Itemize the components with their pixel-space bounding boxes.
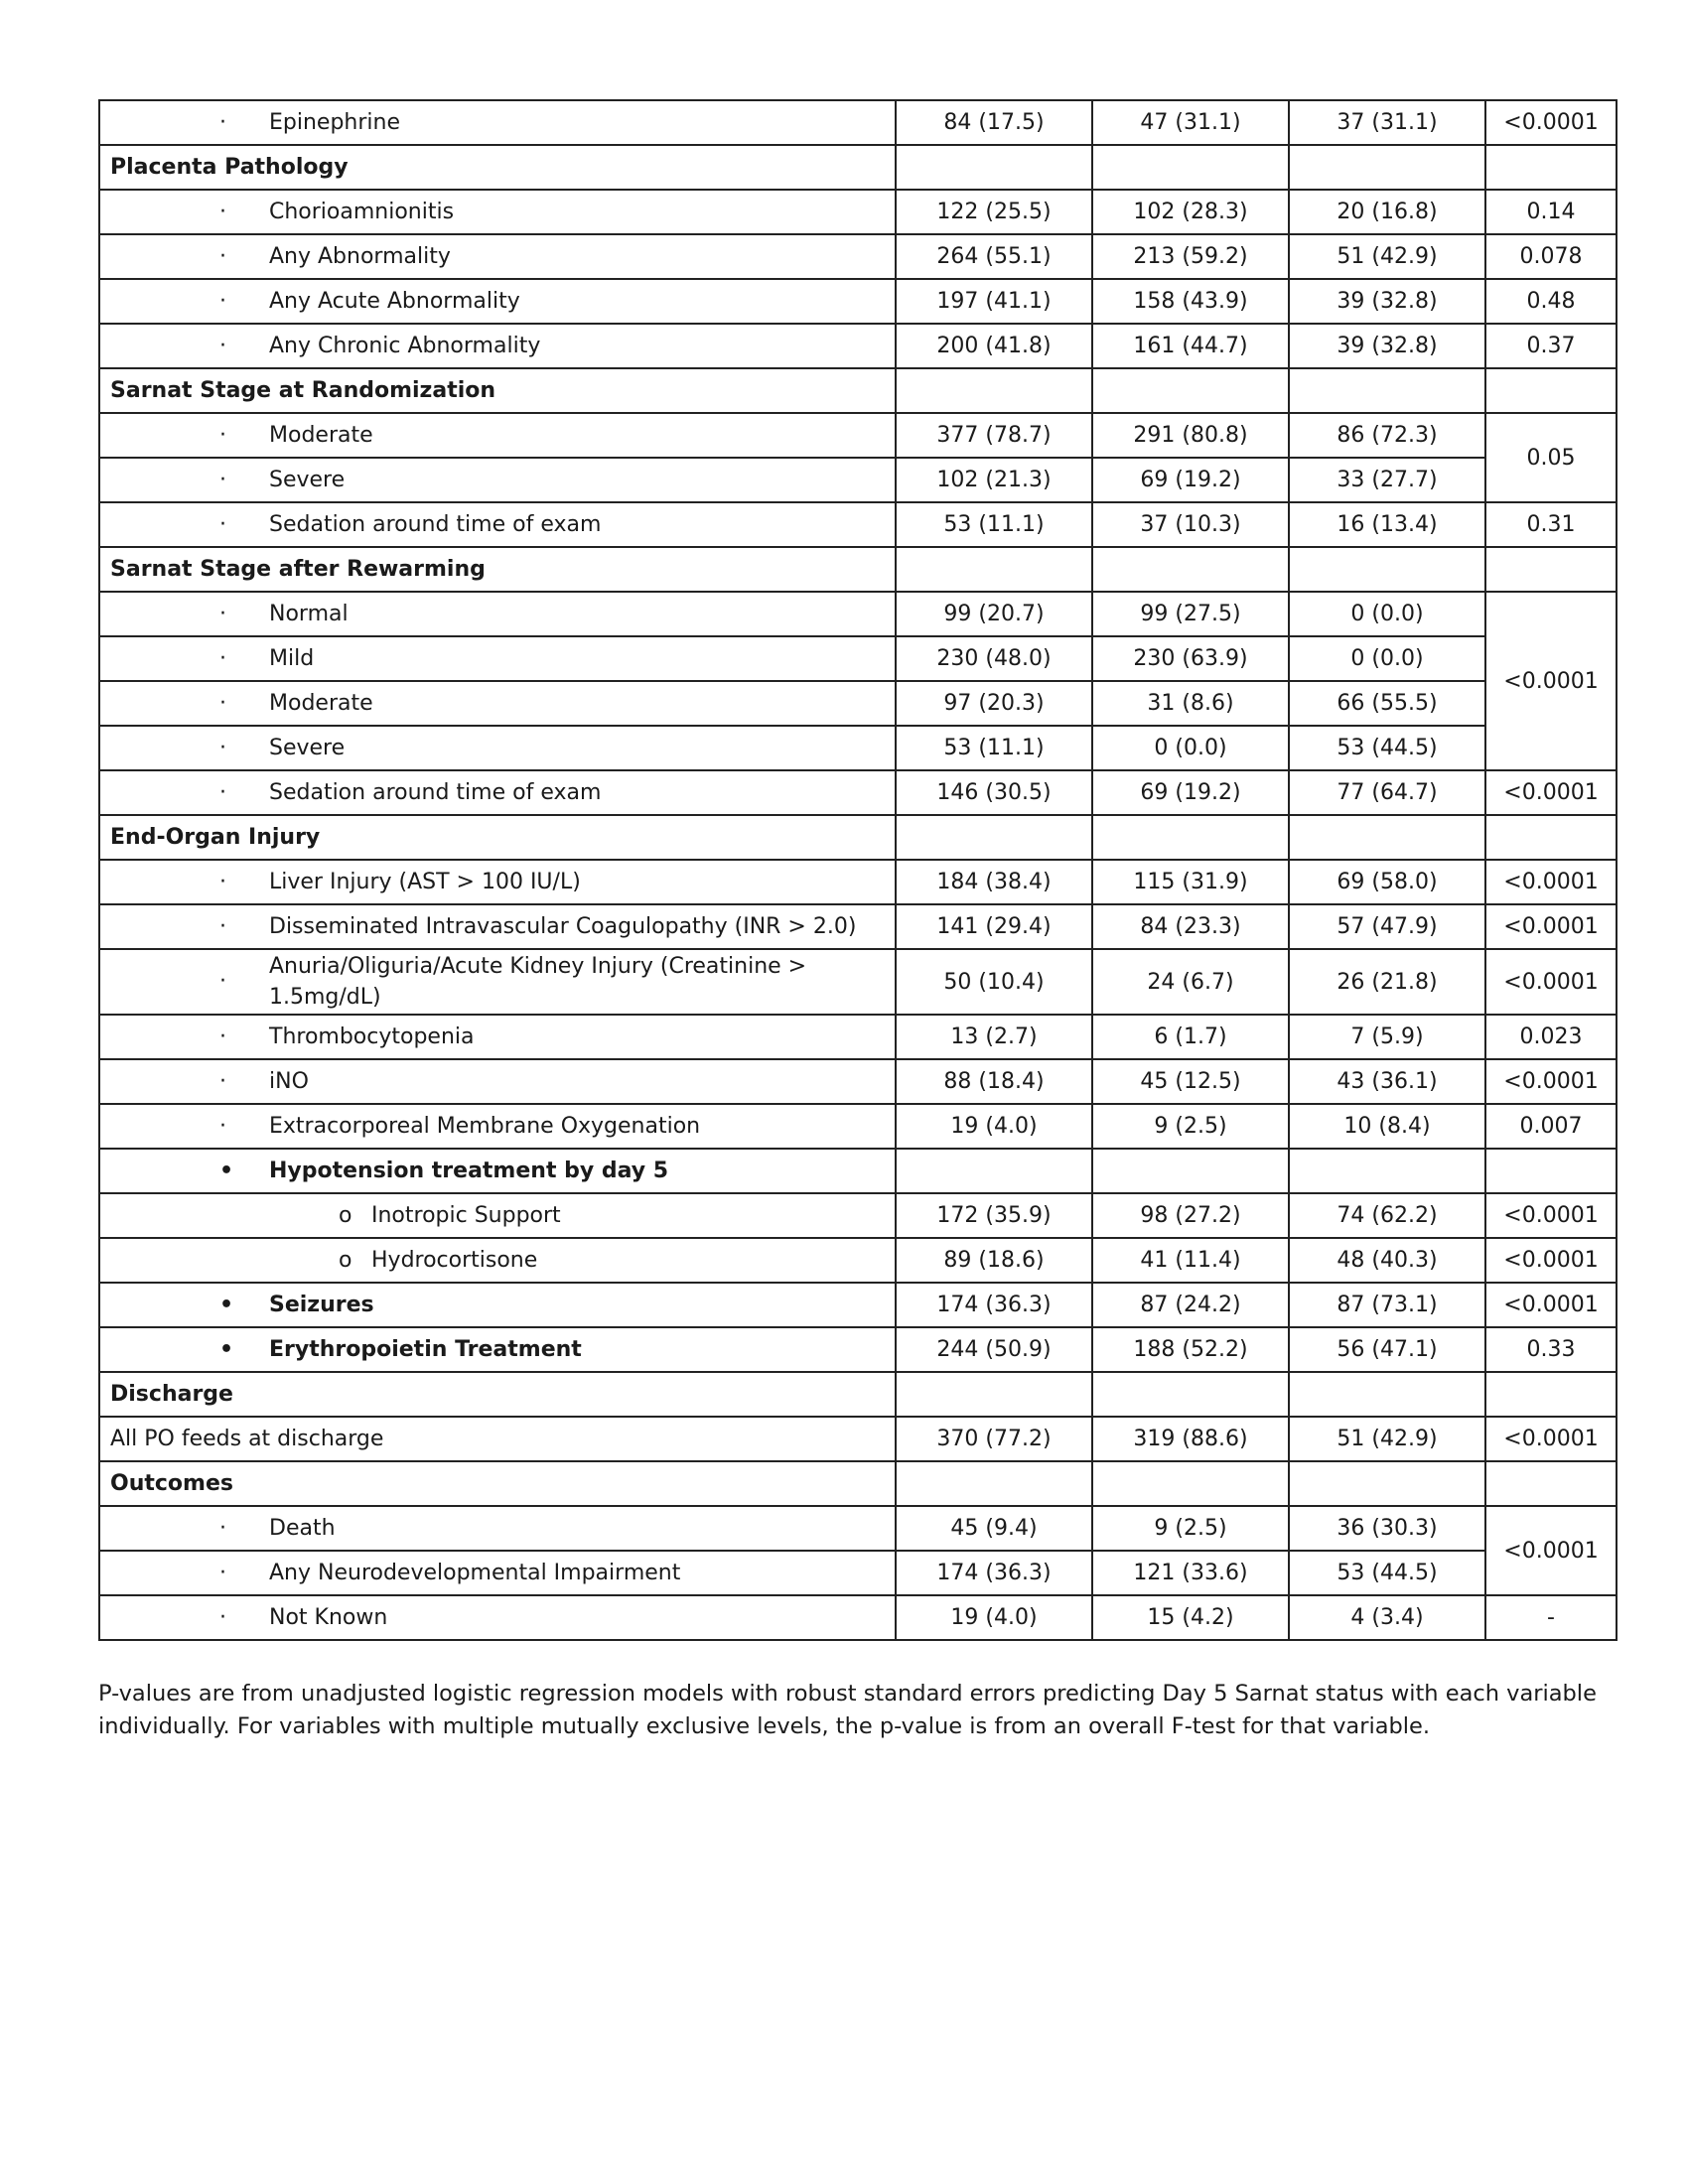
row-label: Anuria/Oliguria/Acute Kidney Injury (Creatinine > 1.5mg/dL)	[269, 954, 807, 1010]
value-cell-col2: 98 (27.2)	[1092, 1193, 1289, 1238]
row-label-cell	[99, 770, 896, 815]
value-cell-col3: 39 (32.8)	[1289, 279, 1485, 324]
table-row	[99, 1506, 1617, 1551]
value-cell-col3: 0 (0.0)	[1289, 636, 1485, 681]
row-label-cell	[99, 1015, 896, 1059]
section-header-row	[99, 1461, 1617, 1506]
value-cell-col2: 102 (28.3)	[1092, 190, 1289, 234]
bullet-icon: ·	[219, 779, 226, 805]
table-row	[99, 1149, 1617, 1193]
row-label: Thrombocytopenia	[269, 1024, 475, 1050]
p-value-cell: <0.0001	[1485, 1059, 1617, 1104]
p-value-cell: 0.078	[1485, 234, 1617, 279]
table-row	[99, 100, 1617, 145]
row-label-cell	[99, 1059, 896, 1104]
row-label: Mild	[269, 646, 315, 672]
value-cell-col3	[1289, 145, 1485, 190]
value-cell-col1: 122 (25.5)	[896, 190, 1092, 234]
table-footnote: P-values are from unadjusted logistic regression models with robust standard errors predicting Day 5 Sarnat status with each variable individually. For variables with multiple mutually exclusive levels, the p-value is from an overall F-test for that variable.	[98, 1681, 1597, 1739]
table-row	[99, 726, 1617, 770]
p-value-cell: -	[1485, 1595, 1617, 1640]
row-label-cell	[99, 1551, 896, 1595]
value-cell-col1	[896, 1149, 1092, 1193]
p-value-cell: <0.0001	[1485, 100, 1617, 145]
row-label-cell	[99, 324, 896, 368]
value-cell-col1: 184 (38.4)	[896, 860, 1092, 904]
value-cell-col2: 9 (2.5)	[1092, 1506, 1289, 1551]
section-header-row	[99, 547, 1617, 592]
value-cell-col1: 84 (17.5)	[896, 100, 1092, 145]
p-value-cell: 0.33	[1485, 1327, 1617, 1372]
row-label: Erythropoietin Treatment	[269, 1337, 582, 1363]
bullet-icon: ·	[219, 690, 226, 716]
value-cell-col2: 69 (19.2)	[1092, 770, 1289, 815]
value-cell-col3: 20 (16.8)	[1289, 190, 1485, 234]
value-cell-col2: 9 (2.5)	[1092, 1104, 1289, 1149]
value-cell-col3: 48 (40.3)	[1289, 1238, 1485, 1283]
row-label-cell	[99, 1193, 896, 1238]
value-cell-col3: 16 (13.4)	[1289, 502, 1485, 547]
table-row	[99, 1327, 1617, 1372]
bullet-icon: ·	[219, 1113, 226, 1139]
value-cell-col1: 45 (9.4)	[896, 1506, 1092, 1551]
table-row	[99, 413, 1617, 458]
p-value-cell: <0.0001	[1485, 1506, 1617, 1595]
table-row	[99, 636, 1617, 681]
table-row	[99, 458, 1617, 502]
value-cell-col2: 41 (11.4)	[1092, 1238, 1289, 1283]
bullet-icon: ·	[219, 1068, 226, 1094]
value-cell-col3: 66 (55.5)	[1289, 681, 1485, 726]
row-label-cell	[99, 860, 896, 904]
row-label-cell	[99, 1461, 896, 1506]
p-value-cell: 0.48	[1485, 279, 1617, 324]
row-label: Any Neurodevelopmental Impairment	[269, 1561, 681, 1586]
value-cell-col2: 319 (88.6)	[1092, 1417, 1289, 1461]
row-label-cell	[99, 368, 896, 413]
value-cell-col3: 57 (47.9)	[1289, 904, 1485, 949]
row-label-cell	[99, 726, 896, 770]
bullet-icon: ·	[219, 109, 226, 135]
p-value-cell	[1485, 547, 1617, 592]
value-cell-col2	[1092, 1149, 1289, 1193]
row-label: Severe	[269, 736, 346, 761]
value-cell-col3: 4 (3.4)	[1289, 1595, 1485, 1640]
row-label-cell	[99, 1327, 896, 1372]
value-cell-col3	[1289, 1372, 1485, 1417]
row-label-cell	[99, 145, 896, 190]
value-cell-col2: 87 (24.2)	[1092, 1283, 1289, 1327]
value-cell-col1: 174 (36.3)	[896, 1283, 1092, 1327]
value-cell-col2	[1092, 815, 1289, 860]
bullet-icon: ·	[219, 601, 226, 626]
row-label-cell	[99, 1104, 896, 1149]
row-label-cell	[99, 279, 896, 324]
value-cell-col1: 102 (21.3)	[896, 458, 1092, 502]
row-label-cell	[99, 1238, 896, 1283]
sub-bullet-icon: o	[339, 1202, 352, 1228]
table-row	[99, 1193, 1617, 1238]
bullet-icon: ·	[219, 1515, 226, 1541]
p-value-cell	[1485, 815, 1617, 860]
row-label-cell	[99, 458, 896, 502]
value-cell-col3: 51 (42.9)	[1289, 1417, 1485, 1461]
table-row	[99, 1417, 1617, 1461]
table-row	[99, 770, 1617, 815]
sub-bullet-icon: o	[339, 1247, 352, 1273]
value-cell-col3: 74 (62.2)	[1289, 1193, 1485, 1238]
p-value-cell: 0.023	[1485, 1015, 1617, 1059]
row-label: Normal	[269, 602, 349, 627]
value-cell-col2: 158 (43.9)	[1092, 279, 1289, 324]
value-cell-col1: 141 (29.4)	[896, 904, 1092, 949]
p-value-cell: <0.0001	[1485, 1283, 1617, 1327]
row-label-cell	[99, 1595, 896, 1640]
value-cell-col1: 97 (20.3)	[896, 681, 1092, 726]
value-cell-col3: 7 (5.9)	[1289, 1015, 1485, 1059]
value-cell-col3: 43 (36.1)	[1289, 1059, 1485, 1104]
value-cell-col3: 51 (42.9)	[1289, 234, 1485, 279]
table-body	[99, 100, 1617, 1640]
value-cell-col1: 244 (50.9)	[896, 1327, 1092, 1372]
row-label: Liver Injury (AST > 100 IU/L)	[269, 870, 581, 895]
bullet-icon: ·	[219, 969, 226, 994]
value-cell-col3: 37 (31.1)	[1289, 100, 1485, 145]
table-row	[99, 592, 1617, 636]
row-label: Severe	[269, 468, 346, 493]
row-label: Hypotension treatment by day 5	[269, 1159, 669, 1184]
value-cell-col3: 26 (21.8)	[1289, 949, 1485, 1015]
value-cell-col2: 213 (59.2)	[1092, 234, 1289, 279]
table-row	[99, 1595, 1617, 1640]
row-label: Not Known	[269, 1605, 388, 1631]
row-label-cell	[99, 100, 896, 145]
row-label: Placenta Pathology	[110, 155, 349, 181]
value-cell-col1: 197 (41.1)	[896, 279, 1092, 324]
value-cell-col1	[896, 368, 1092, 413]
value-cell-col3: 53 (44.5)	[1289, 726, 1485, 770]
row-label-cell	[99, 904, 896, 949]
row-label: Any Acute Abnormality	[269, 289, 520, 315]
row-label-cell	[99, 1372, 896, 1417]
row-label-cell	[99, 1149, 896, 1193]
value-cell-col2: 188 (52.2)	[1092, 1327, 1289, 1372]
value-cell-col3: 0 (0.0)	[1289, 592, 1485, 636]
bullet-icon: •	[219, 1158, 234, 1183]
value-cell-col2: 115 (31.9)	[1092, 860, 1289, 904]
p-value-cell	[1485, 1372, 1617, 1417]
value-cell-col1: 230 (48.0)	[896, 636, 1092, 681]
value-cell-col3	[1289, 547, 1485, 592]
value-cell-col1	[896, 145, 1092, 190]
row-label: Discharge	[110, 1382, 233, 1408]
row-label: Any Abnormality	[269, 244, 451, 270]
p-value-cell: <0.0001	[1485, 860, 1617, 904]
table-row	[99, 324, 1617, 368]
p-value-cell: <0.0001	[1485, 1238, 1617, 1283]
value-cell-col1: 89 (18.6)	[896, 1238, 1092, 1283]
value-cell-col1: 19 (4.0)	[896, 1104, 1092, 1149]
value-cell-col1	[896, 815, 1092, 860]
row-label: Seizures	[269, 1293, 374, 1318]
value-cell-col2: 291 (80.8)	[1092, 413, 1289, 458]
row-label-cell	[99, 949, 896, 1015]
value-cell-col1: 13 (2.7)	[896, 1015, 1092, 1059]
row-label: All PO feeds at discharge	[110, 1427, 384, 1452]
row-label: Moderate	[269, 691, 373, 717]
value-cell-col2: 24 (6.7)	[1092, 949, 1289, 1015]
bullet-icon: ·	[219, 422, 226, 448]
row-label: Sarnat Stage after Rewarming	[110, 557, 486, 583]
bullet-icon: ·	[219, 1560, 226, 1585]
table-row	[99, 279, 1617, 324]
value-cell-col1: 19 (4.0)	[896, 1595, 1092, 1640]
row-label: Any Chronic Abnormality	[269, 334, 541, 359]
table-row	[99, 949, 1617, 1015]
value-cell-col1: 146 (30.5)	[896, 770, 1092, 815]
value-cell-col2: 0 (0.0)	[1092, 726, 1289, 770]
value-cell-col3	[1289, 1149, 1485, 1193]
row-label-cell	[99, 1417, 896, 1461]
row-label: Extracorporeal Membrane Oxygenation	[269, 1114, 701, 1140]
bullet-icon: •	[219, 1336, 234, 1362]
row-label: iNO	[269, 1069, 309, 1095]
value-cell-col1: 50 (10.4)	[896, 949, 1092, 1015]
value-cell-col1: 377 (78.7)	[896, 413, 1092, 458]
p-value-cell	[1485, 1461, 1617, 1506]
row-label: Sarnat Stage at Randomization	[110, 378, 496, 404]
value-cell-col2: 161 (44.7)	[1092, 324, 1289, 368]
row-label-cell	[99, 681, 896, 726]
row-label-cell	[99, 547, 896, 592]
row-label-cell	[99, 190, 896, 234]
value-cell-col3: 69 (58.0)	[1289, 860, 1485, 904]
p-value-cell: 0.007	[1485, 1104, 1617, 1149]
value-cell-col3: 56 (47.1)	[1289, 1327, 1485, 1372]
value-cell-col1	[896, 1372, 1092, 1417]
row-label-cell	[99, 1506, 896, 1551]
p-value-cell	[1485, 368, 1617, 413]
value-cell-col2: 121 (33.6)	[1092, 1551, 1289, 1595]
section-header-row	[99, 145, 1617, 190]
row-label-cell	[99, 592, 896, 636]
value-cell-col1	[896, 547, 1092, 592]
row-label-cell	[99, 815, 896, 860]
p-value-cell: 0.31	[1485, 502, 1617, 547]
p-value-cell: <0.0001	[1485, 1417, 1617, 1461]
p-value-cell: <0.0001	[1485, 904, 1617, 949]
value-cell-col3: 36 (30.3)	[1289, 1506, 1485, 1551]
p-value-cell: 0.05	[1485, 413, 1617, 502]
value-cell-col3	[1289, 1461, 1485, 1506]
value-cell-col1: 53 (11.1)	[896, 726, 1092, 770]
value-cell-col1: 264 (55.1)	[896, 234, 1092, 279]
bullet-icon: ·	[219, 913, 226, 939]
value-cell-col2	[1092, 368, 1289, 413]
table-row	[99, 1104, 1617, 1149]
bullet-icon: ·	[219, 467, 226, 492]
p-value-cell: <0.0001	[1485, 1193, 1617, 1238]
row-label-cell	[99, 234, 896, 279]
table-row	[99, 1238, 1617, 1283]
value-cell-col3: 53 (44.5)	[1289, 1551, 1485, 1595]
value-cell-col1: 99 (20.7)	[896, 592, 1092, 636]
row-label-cell	[99, 413, 896, 458]
table-row	[99, 234, 1617, 279]
value-cell-col2: 37 (10.3)	[1092, 502, 1289, 547]
value-cell-col1: 53 (11.1)	[896, 502, 1092, 547]
section-header-row	[99, 1372, 1617, 1417]
row-label: Disseminated Intravascular Coagulopathy (INR > 2.0)	[269, 914, 857, 940]
table-row	[99, 502, 1617, 547]
bullet-icon: ·	[219, 869, 226, 894]
row-label-cell	[99, 636, 896, 681]
value-cell-col1	[896, 1461, 1092, 1506]
value-cell-col3: 87 (73.1)	[1289, 1283, 1485, 1327]
row-label: Hydrocortisone	[371, 1248, 538, 1274]
bullet-icon: ·	[219, 199, 226, 224]
row-label: Outcomes	[110, 1471, 233, 1497]
bullet-icon: ·	[219, 243, 226, 269]
value-cell-col1: 200 (41.8)	[896, 324, 1092, 368]
row-label-cell	[99, 1283, 896, 1327]
p-value-cell: <0.0001	[1485, 949, 1617, 1015]
bullet-icon: ·	[219, 288, 226, 314]
value-cell-col2	[1092, 1461, 1289, 1506]
table-row	[99, 1551, 1617, 1595]
table-row	[99, 1059, 1617, 1104]
value-cell-col2: 15 (4.2)	[1092, 1595, 1289, 1640]
bullet-icon: ·	[219, 735, 226, 760]
value-cell-col2	[1092, 547, 1289, 592]
value-cell-col3: 10 (8.4)	[1289, 1104, 1485, 1149]
p-value-cell	[1485, 1149, 1617, 1193]
value-cell-col3: 77 (64.7)	[1289, 770, 1485, 815]
bullet-icon: ·	[219, 645, 226, 671]
section-header-row	[99, 368, 1617, 413]
value-cell-col3	[1289, 815, 1485, 860]
p-value-cell: 0.37	[1485, 324, 1617, 368]
row-label: End-Organ Injury	[110, 825, 321, 851]
value-cell-col1: 172 (35.9)	[896, 1193, 1092, 1238]
value-cell-col2: 6 (1.7)	[1092, 1015, 1289, 1059]
value-cell-col2	[1092, 145, 1289, 190]
value-cell-col2: 99 (27.5)	[1092, 592, 1289, 636]
value-cell-col2: 47 (31.1)	[1092, 100, 1289, 145]
row-label: Sedation around time of exam	[269, 780, 602, 806]
row-label: Epinephrine	[269, 110, 400, 136]
row-label: Chorioamnionitis	[269, 200, 455, 225]
value-cell-col3: 86 (72.3)	[1289, 413, 1485, 458]
table-row	[99, 860, 1617, 904]
section-header-row	[99, 815, 1617, 860]
results-table	[98, 99, 1618, 1641]
row-label-cell	[99, 502, 896, 547]
p-value-cell: 0.14	[1485, 190, 1617, 234]
row-label: Inotropic Support	[371, 1203, 561, 1229]
value-cell-col1: 370 (77.2)	[896, 1417, 1092, 1461]
value-cell-col2: 45 (12.5)	[1092, 1059, 1289, 1104]
value-cell-col3: 39 (32.8)	[1289, 324, 1485, 368]
table-row	[99, 904, 1617, 949]
bullet-icon: ·	[219, 1024, 226, 1049]
bullet-icon: ·	[219, 1604, 226, 1630]
table-row	[99, 190, 1617, 234]
value-cell-col3	[1289, 368, 1485, 413]
value-cell-col2	[1092, 1372, 1289, 1417]
value-cell-col2: 84 (23.3)	[1092, 904, 1289, 949]
table-row	[99, 681, 1617, 726]
row-label: Moderate	[269, 423, 373, 449]
table-row	[99, 1015, 1617, 1059]
row-label: Sedation around time of exam	[269, 512, 602, 538]
value-cell-col2: 31 (8.6)	[1092, 681, 1289, 726]
bullet-icon: ·	[219, 511, 226, 537]
value-cell-col3: 33 (27.7)	[1289, 458, 1485, 502]
value-cell-col1: 88 (18.4)	[896, 1059, 1092, 1104]
p-value-cell: <0.0001	[1485, 770, 1617, 815]
value-cell-col2: 230 (63.9)	[1092, 636, 1289, 681]
p-value-cell: <0.0001	[1485, 592, 1617, 770]
bullet-icon: •	[219, 1292, 234, 1317]
table-row	[99, 1283, 1617, 1327]
row-label: Death	[269, 1516, 336, 1542]
value-cell-col1: 174 (36.3)	[896, 1551, 1092, 1595]
p-value-cell	[1485, 145, 1617, 190]
value-cell-col2: 69 (19.2)	[1092, 458, 1289, 502]
bullet-icon: ·	[219, 333, 226, 358]
